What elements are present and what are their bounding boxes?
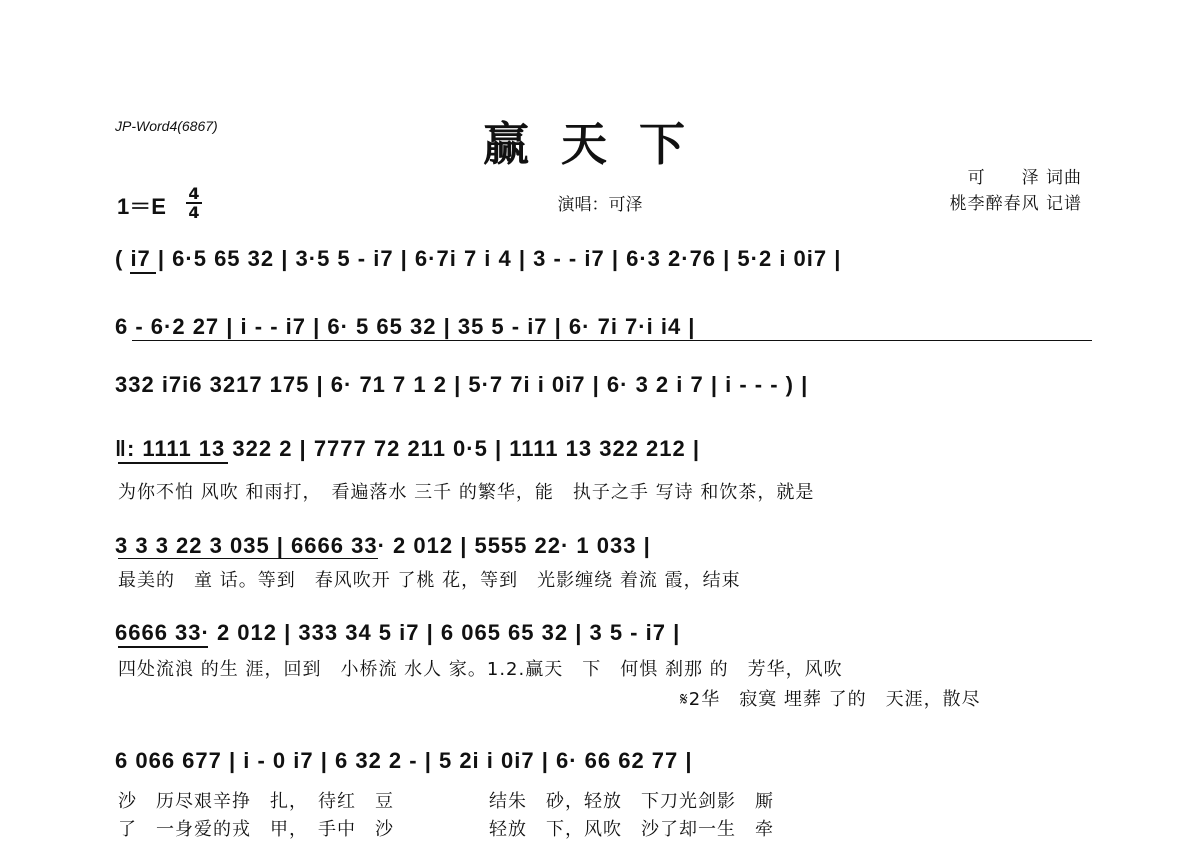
lyric-line-5: 了 一身爱的戎 甲， 手中 沙 轻放 下，风吹 沙了却一生 牵 xyxy=(118,819,774,840)
beam xyxy=(118,646,208,648)
notation-line-1: ( i7 | 6·5 65 32 | 3·5 5 - i7 | 6·7i 7 i 4 | 3 - - i7 | 6·3 2·76 | 5·2 i 0i7 | xyxy=(115,246,842,271)
lyric-line-4: 沙 历尽艰辛挣 扎， 待红 豆 结朱 砂，轻放 下刀光剑影 厮 xyxy=(118,791,774,812)
arranger-credit: 桃李醉春风 记谱 xyxy=(949,194,1082,214)
notation-line-5: 3 3 3 22 3 035 | 6666 33· 2 012 | 5555 22· 1 033 | xyxy=(115,533,651,558)
lyric-line-1: 为你不怕 风吹 和雨打， 看遍落水 三千 的繁华，能 执子之手 写诗 和饮茶，就是 xyxy=(118,482,815,503)
beam xyxy=(130,272,156,274)
lyric-line-2: 最美的 童 话。等到 春风吹开 了桃 花，等到 光影缠绕 着流 霞，结束 xyxy=(118,570,741,591)
lyric-line-3b: 𝄋2华 寂寞 埋葬 了的 天涯，散尽 xyxy=(680,689,981,710)
beam xyxy=(118,462,228,464)
beam xyxy=(132,340,1092,341)
time-signature-top: 4 xyxy=(188,184,200,203)
notation-line-4: ‖: 1111 13 322 2 | 7777 72 211 0·5 | 1111 13 322 212 | xyxy=(115,436,701,461)
key-signature: 1＝E xyxy=(117,194,166,219)
notation-line-3: 332 i7i6 3217 175 | 6· 71 7 1 2 | 5·7 7i i 0i7 | 6· 3 2 i 7 | i - - - ) | xyxy=(115,372,809,397)
watermark: JP-Word4(6867) xyxy=(115,118,218,134)
composer-credit: 可 泽 词曲 xyxy=(967,168,1082,188)
time-signature xyxy=(186,186,202,220)
lyric-line-3: 四处流浪 的生 涯，回到 小桥流 水人 家。1.2.赢天 下 何惧 刹那 的 芳华，风吹 xyxy=(118,659,843,680)
song-title: 赢天下 xyxy=(483,117,717,171)
time-signature-bottom: 4 xyxy=(188,203,200,222)
notation-line-2: 6 - 6·2 27 | i - - i7 | 6· 5 65 32 | 35 5 - i7 | 6· 7i 7·i i4 | xyxy=(115,314,696,339)
notation-line-7: 6 066 677 | i - 0 i7 | 6 32 2 - | 5 2i i 0i7 | 6· 66 62 77 | xyxy=(115,748,693,773)
notation-line-6: 6666 33· 2 012 | 333 34 5 i7 | 6 065 65 32 | 3 5 - i7 | xyxy=(115,620,681,645)
singer-credit: 演唱：可泽 xyxy=(557,195,643,215)
beam xyxy=(118,558,378,559)
